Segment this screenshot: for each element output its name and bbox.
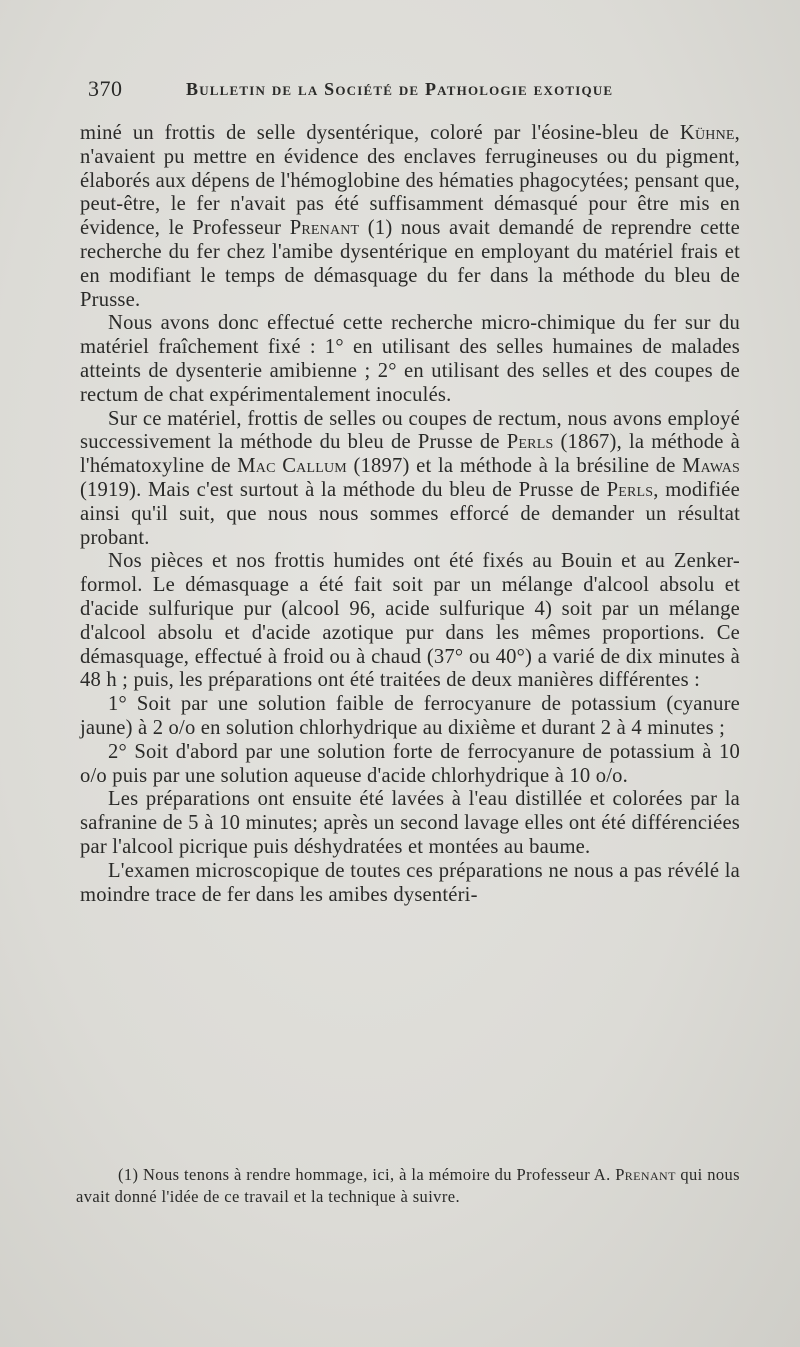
page-header	[88, 76, 748, 106]
paragraph	[80, 860, 740, 908]
author-name: Prenant	[289, 217, 360, 240]
footnote	[76, 1164, 740, 1208]
author-name: Perls	[606, 478, 654, 501]
paragraph	[80, 550, 740, 693]
article-body	[80, 122, 740, 907]
paragraph	[80, 122, 740, 312]
text-run: Les préparations ont ensuite été lavées à l'eau distillée et colorées par la safranine de 5 à 10 minutes; après un second lavage elles ont été différenciées par l'alcool picrique puis déshydratées et montées au baume.	[80, 788, 740, 858]
paragraph	[80, 312, 740, 407]
footnote-text	[76, 1164, 740, 1208]
text-run: qui nous avait donné l'idée de ce travail et la technique à suivre.	[76, 1165, 740, 1206]
paragraph	[80, 788, 740, 859]
text-run: Sur ce matériel, frottis de selles ou coupes de rectum, nous avons employé successivement la méthode du bleu de Prusse de	[80, 407, 740, 454]
paragraph	[80, 741, 740, 789]
paragraph	[80, 693, 740, 741]
text-run: Nous avons donc effectué cette recherche micro-chimique du fer sur du matériel fraîchement fixé : 1° en utilisant des selles humaines de malades atteints de dysenterie amibienne ; 2° en utilisant des selles et des coupes de rectum de chat expérimentalement inoculés.	[80, 312, 740, 406]
running-head: Bulletin de la Société de Pathologie exotique	[186, 79, 614, 99]
text-run: (1919). Mais c'est surtout à la méthode du bleu de Prusse de	[80, 478, 607, 501]
text-run: (1897) et la méthode à la brésiline de	[346, 455, 683, 478]
text-run: , modifiée ainsi qu'il suit, que nous nous sommes efforcé de demander un résultat probant.	[80, 478, 740, 549]
paragraph	[80, 408, 740, 551]
author-name: Mawas	[682, 455, 740, 478]
text-run: 2° Soit d'abord par une solution forte de ferrocyanure de potassium à 10 o/o puis par une solution aqueuse d'acide chlorhydrique à 10 o/o.	[80, 740, 740, 787]
text-run: Nos pièces et nos frottis humides ont été fixés au Bouin et au Zenker-formol. Le démasquage a été fait soit par un mélange d'alcool absolu et d'acide sulfurique pur (alcool 96, acide sulfurique 4) soit par un mélange d'alcool absolu et d'acide azotique pur dans les mêmes proportions. Ce démasquage, effectué à froid ou à chaud (37° ou 40°) a varié de dix minutes à 48 h ; puis, les préparations ont été traitées de deux manières différentes :	[80, 550, 740, 692]
text-run: (1) Nous tenons à rendre hommage, ici, à la mémoire du Professeur A.	[118, 1165, 616, 1184]
author-name: Prenant	[615, 1165, 676, 1184]
author-name: Kühne	[679, 122, 735, 144]
text-run: (1) nous avait demandé de reprendre cette recherche du fer chez l'amibe dysentérique en employant du matériel frais et en modifiant le temps de démasquage du fer dans la méthode du bleu de Prusse.	[80, 217, 740, 311]
page-number: 370	[88, 76, 123, 101]
text-run: 1° Soit par une solution faible de ferrocyanure de potassium (cyanure jaune) à 2 o/o en solution chlorhydrique au dixième et durant 2 à 4 minutes ;	[80, 693, 740, 739]
text-run: , n'avaient pu mettre en évidence des enclaves ferrugineuses ou du pigment, élaborés aux dépens de l'hémoglobine des hématies phagocytées; pensant que, peut-être, le fer n'avait pas été suffisamment démasqué pour être mis en évidence, le Professeur	[80, 122, 740, 240]
author-name: Perls	[506, 431, 554, 454]
text-run: (1867), la méthode à l'hématoxyline de	[80, 431, 740, 478]
text-run: miné un frottis de selle dysentérique, coloré par l'éosine-bleu de	[80, 122, 680, 144]
text-run: L'examen microscopique de toutes ces préparations ne nous a pas révélé la moindre trace de fer dans les amibes dysentéri-	[80, 859, 740, 906]
author-name: Mac Callum	[237, 455, 347, 478]
